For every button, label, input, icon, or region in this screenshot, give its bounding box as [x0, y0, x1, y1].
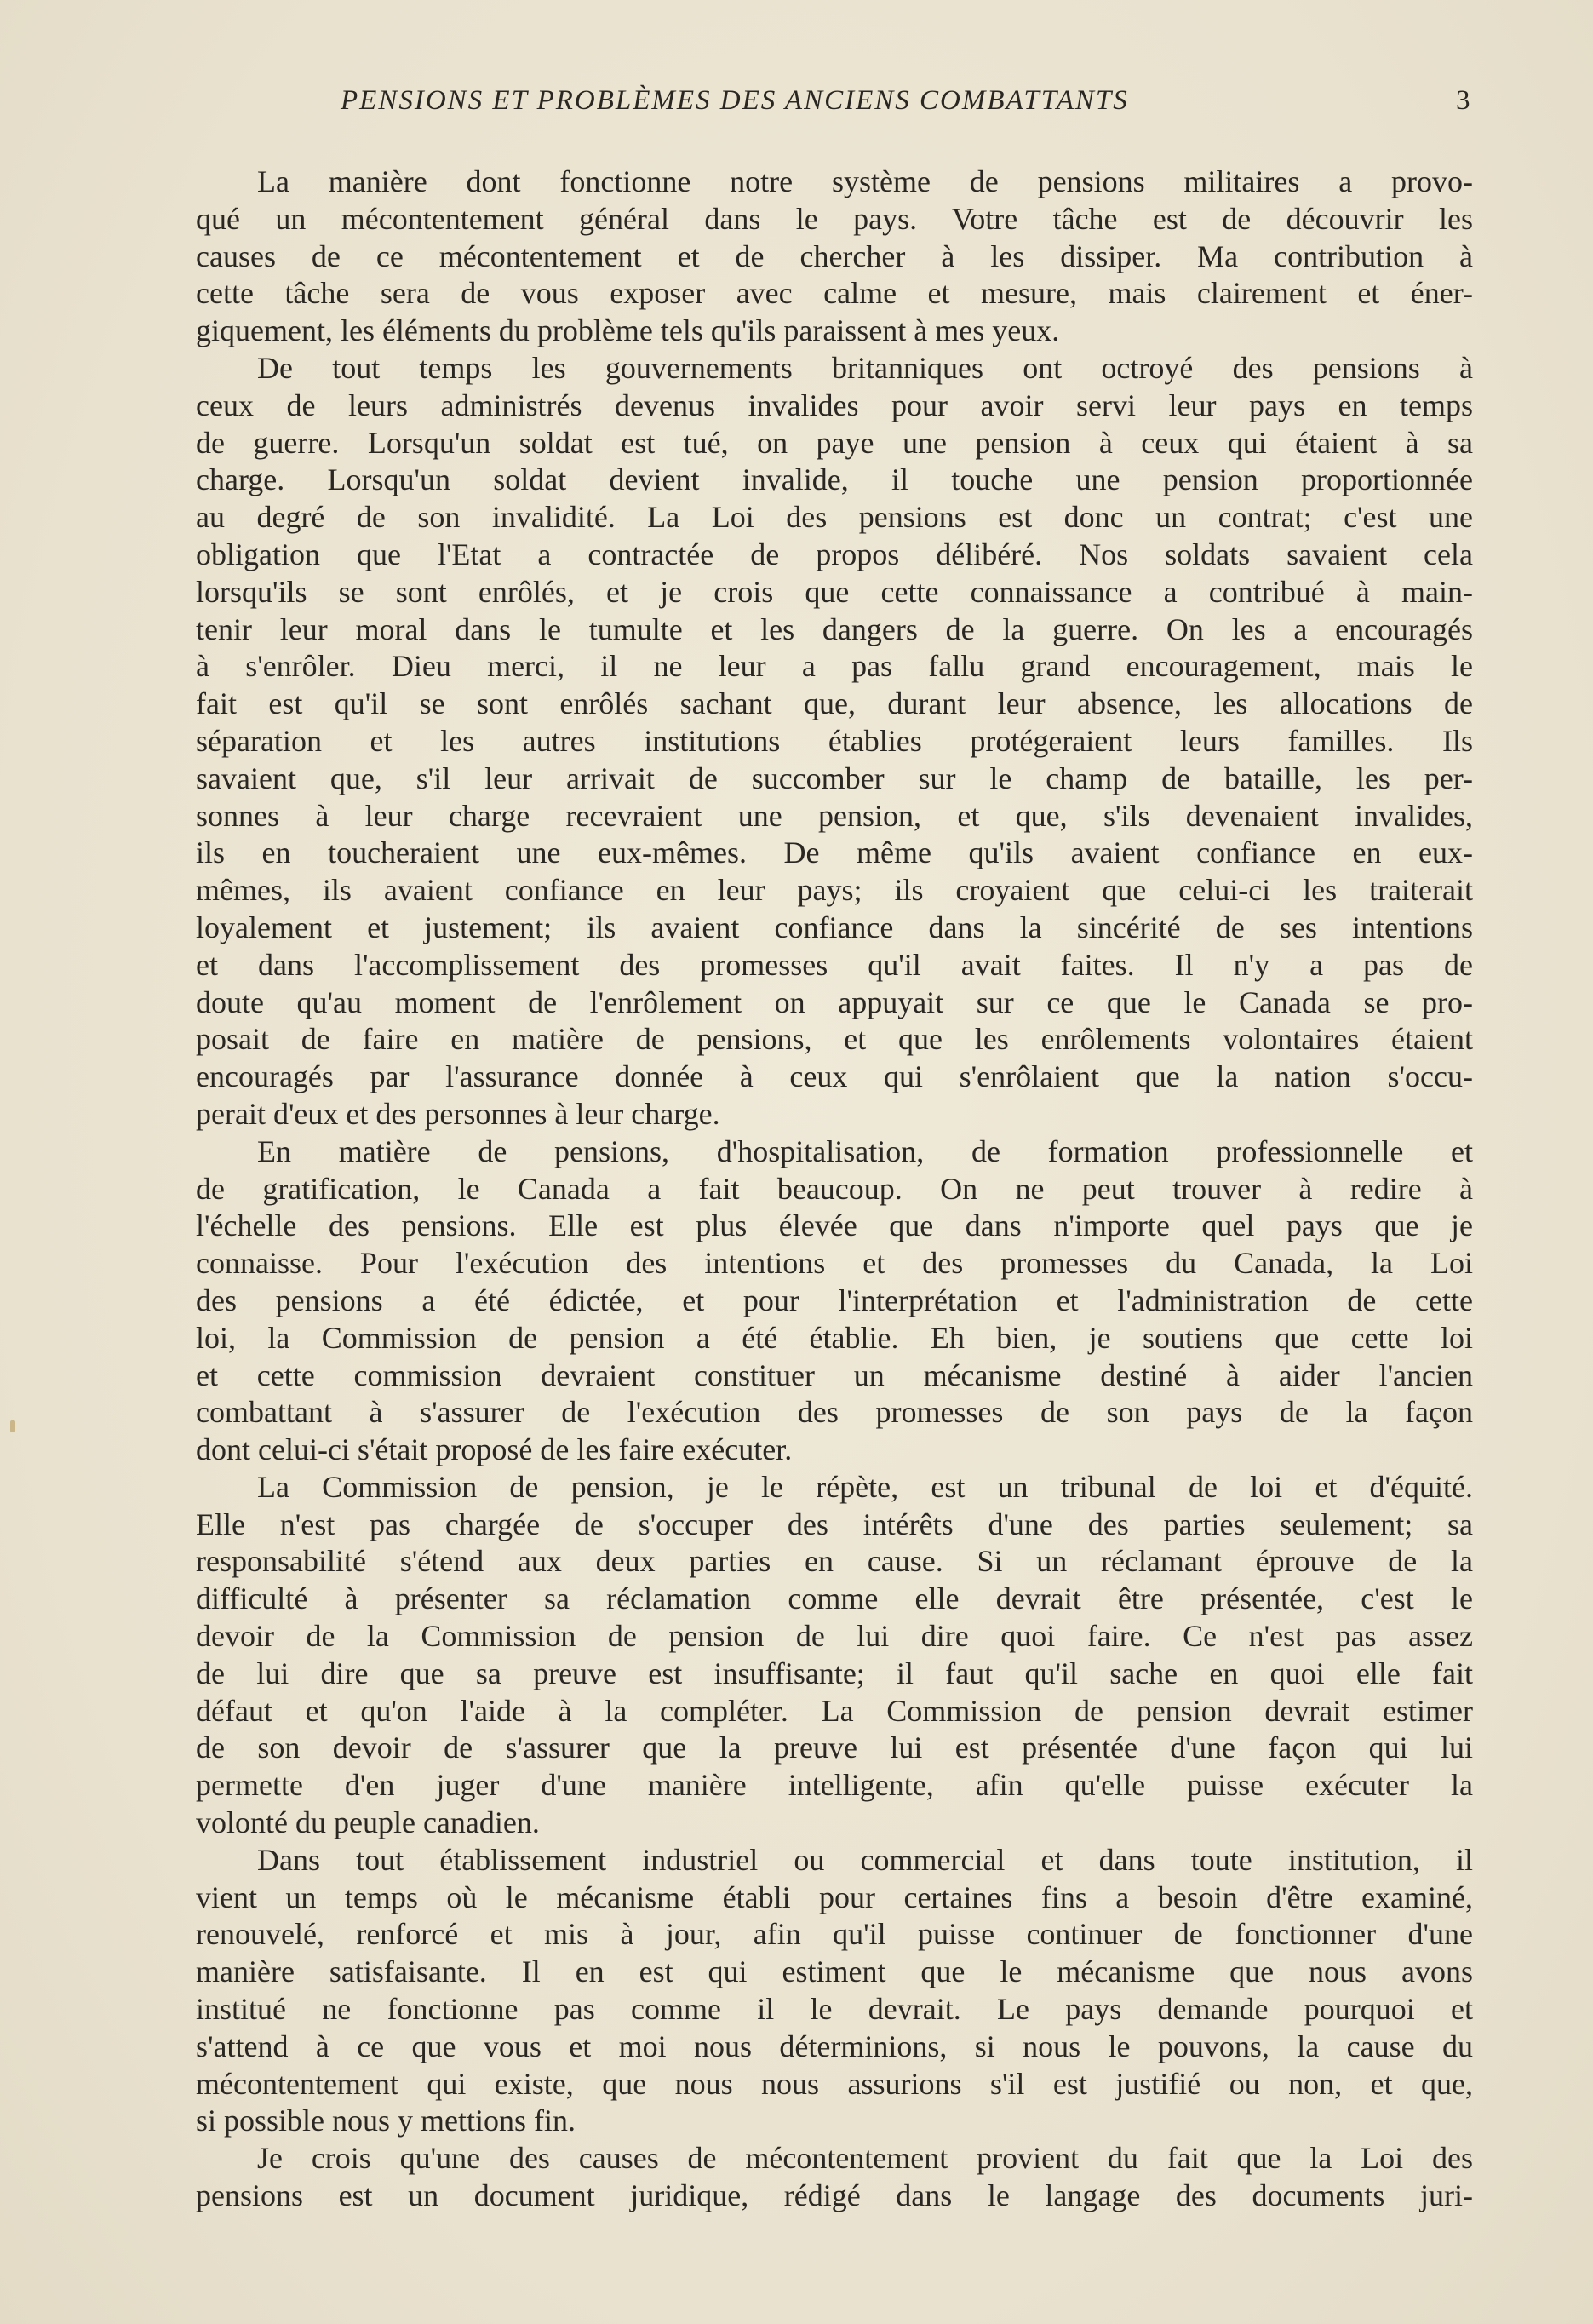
text-line: lorsqu'ils se sont enrôlés, et je crois que cette connaissance a contribué à main-	[196, 574, 1473, 609]
text-line: Je crois qu'une des causes de mécontentement provient du fait que la Loi des	[257, 2141, 1473, 2176]
text-line: La Commission de pension, je le répète, est un tribunal de loi et d'équité.	[257, 1469, 1473, 1504]
text-line: institué ne fonctionne pas comme il le devrait. Le pays demande pourquoi et	[196, 1992, 1473, 2027]
text-line: séparation et les autres institutions établies protégeraient leurs familles. Ils	[196, 723, 1473, 758]
text-line: de lui dire que sa preuve est insuffisante; il faut qu'il sache en quoi elle fait	[196, 1655, 1473, 1690]
text-line: de son devoir de s'assurer que la preuve lui est présentée d'une façon qui lui	[196, 1730, 1473, 1765]
text-line: défaut et qu'on l'aide à la compléter. La Commission de pension devrait estimer	[196, 1693, 1473, 1728]
margin-mark	[10, 1420, 15, 1432]
text-line: s'attend à ce que vous et moi nous déterminions, si nous le pouvons, la cause du	[196, 2028, 1473, 2063]
text-line: difficulté à présenter sa réclamation comme elle devrait être présentée, c'est le	[196, 1581, 1473, 1616]
text-line: savaient que, s'il leur arrivait de succomber sur le champ de bataille, les per-	[196, 760, 1473, 795]
text-line: volonté du peuple canadien.	[196, 1805, 540, 1840]
page-number: 3	[1456, 85, 1470, 116]
text-line: qué un mécontentement général dans le pays. Votre tâche est de découvrir les	[196, 201, 1473, 236]
text-line: et cette commission devraient constituer un mécanisme destiné à aider l'ancien	[196, 1357, 1473, 1392]
text-line: si possible nous y mettions fin.	[196, 2103, 576, 2138]
text-line: ceux de leurs administrés devenus invalides pour avoir servi leur pays en temps	[196, 387, 1473, 422]
text-line: loyalement et justement; ils avaient confiance dans la sincérité de ses intentions	[196, 910, 1473, 944]
text-line: tenir leur moral dans le tumulte et les dangers de la guerre. On les a encouragés	[196, 611, 1473, 646]
text-line: dont celui-ci s'était proposé de les faire exécuter.	[196, 1432, 793, 1467]
text-line: ils en toucheraient une eux-mêmes. De même qu'ils avaient confiance en eux-	[196, 835, 1473, 870]
text-line: manière satisfaisante. Il en est qui estiment que le mécanisme que nous avons	[196, 1954, 1473, 1989]
text-line: l'échelle des pensions. Elle est plus élevée que dans n'importe quel pays que je	[196, 1208, 1473, 1243]
text-line: fait est qu'il se sont enrôlés sachant que, durant leur absence, les allocations de	[196, 686, 1473, 721]
text-line: des pensions a été édictée, et pour l'interprétation et l'administration de cette	[196, 1283, 1473, 1317]
text-line: La manière dont fonctionne notre système de pensions militaires a provo-	[257, 164, 1473, 198]
text-line: responsabilité s'étend aux deux parties en cause. Si un réclamant éprouve de la	[196, 1544, 1473, 1579]
text-line: et dans l'accomplissement des promesses qu'il avait faites. Il n'y a pas de	[196, 947, 1473, 982]
text-line: au degré de son invalidité. La Loi des pensions est donc un contrat; c'est une	[196, 500, 1473, 535]
text-line: encouragés par l'assurance donnée à ceux qui s'enrôlaient que la nation s'occu-	[196, 1059, 1473, 1094]
text-line: sonnes à leur charge recevraient une pension, et que, s'ils devenaient invalides,	[196, 798, 1473, 833]
text-line: De tout temps les gouvernements britanniques ont octroyé des pensions à	[257, 350, 1473, 385]
text-line: perait d'eux et des personnes à leur charge.	[196, 1096, 720, 1131]
text-line: cette tâche sera de vous exposer avec calme et mesure, mais clairement et éner-	[196, 276, 1473, 311]
text-line: giquement, les éléments du problème tels qu'ils paraissent à mes yeux.	[196, 313, 1060, 348]
text-line: vient un temps où le mécanisme établi pour certaines fins a besoin d'être examiné,	[196, 1879, 1473, 1914]
text-line: devoir de la Commission de pension de lui dire quoi faire. Ce n'est pas assez	[196, 1619, 1473, 1654]
text-line: mêmes, ils avaient confiance en leur pays; ils croyaient que celui-ci les traiterait	[196, 873, 1473, 908]
text-line: Elle n'est pas chargée de s'occuper des intérêts d'une des parties seulement; sa	[196, 1506, 1473, 1541]
text-line: obligation que l'Etat a contractée de propos délibéré. Nos soldats savaient cela	[196, 537, 1473, 571]
text-line: de guerre. Lorsqu'un soldat est tué, on paye une pension à ceux qui étaient à sa	[196, 425, 1473, 460]
text-line: pensions est un document juridique, rédigé dans le langage des documents juri-	[196, 2178, 1473, 2213]
text-line: à s'enrôler. Dieu merci, il ne leur a pas fallu grand encouragement, mais le	[196, 649, 1473, 684]
text-line: loi, la Commission de pension a été établie. Eh bien, je soutiens que cette loi	[196, 1320, 1473, 1355]
running-head-title: PENSIONS ET PROBLÈMES DES ANCIENS COMBATTANTS	[341, 85, 1129, 116]
body-text	[196, 164, 1473, 2215]
text-line: de gratification, le Canada a fait beaucoup. On ne peut trouver à redire à	[196, 1171, 1473, 1206]
text-line: renouvelé, renforcé et mis à jour, afin qu'il puisse continuer de fonctionner d'une	[196, 1917, 1473, 1952]
text-line: mécontentement qui existe, que nous nous assurions s'il est justifié ou non, et que,	[196, 2066, 1473, 2101]
text-line: charge. Lorsqu'un soldat devient invalide, il touche une pension proportionnée	[196, 462, 1473, 497]
text-line: Dans tout établissement industriel ou commercial et dans toute institution, il	[257, 1842, 1473, 1877]
text-line: En matière de pensions, d'hospitalisation, de formation professionnelle et	[257, 1133, 1473, 1168]
text-line: posait de faire en matière de pensions, et que les enrôlements volontaires étaient	[196, 1022, 1473, 1057]
text-line: causes de ce mécontentement et de chercher à les dissiper. Ma contribution à	[196, 238, 1473, 273]
text-line: combattant à s'assurer de l'exécution des promesses de son pays de la façon	[196, 1395, 1473, 1430]
text-line: permette d'en juger d'une manière intelligente, afin qu'elle puisse exécuter la	[196, 1768, 1473, 1803]
text-line: connaisse. Pour l'exécution des intentions et des promesses du Canada, la Loi	[196, 1246, 1473, 1281]
running-head	[196, 85, 1516, 136]
text-line: doute qu'au moment de l'enrôlement on appuyait sur ce que le Canada se pro-	[196, 984, 1473, 1019]
